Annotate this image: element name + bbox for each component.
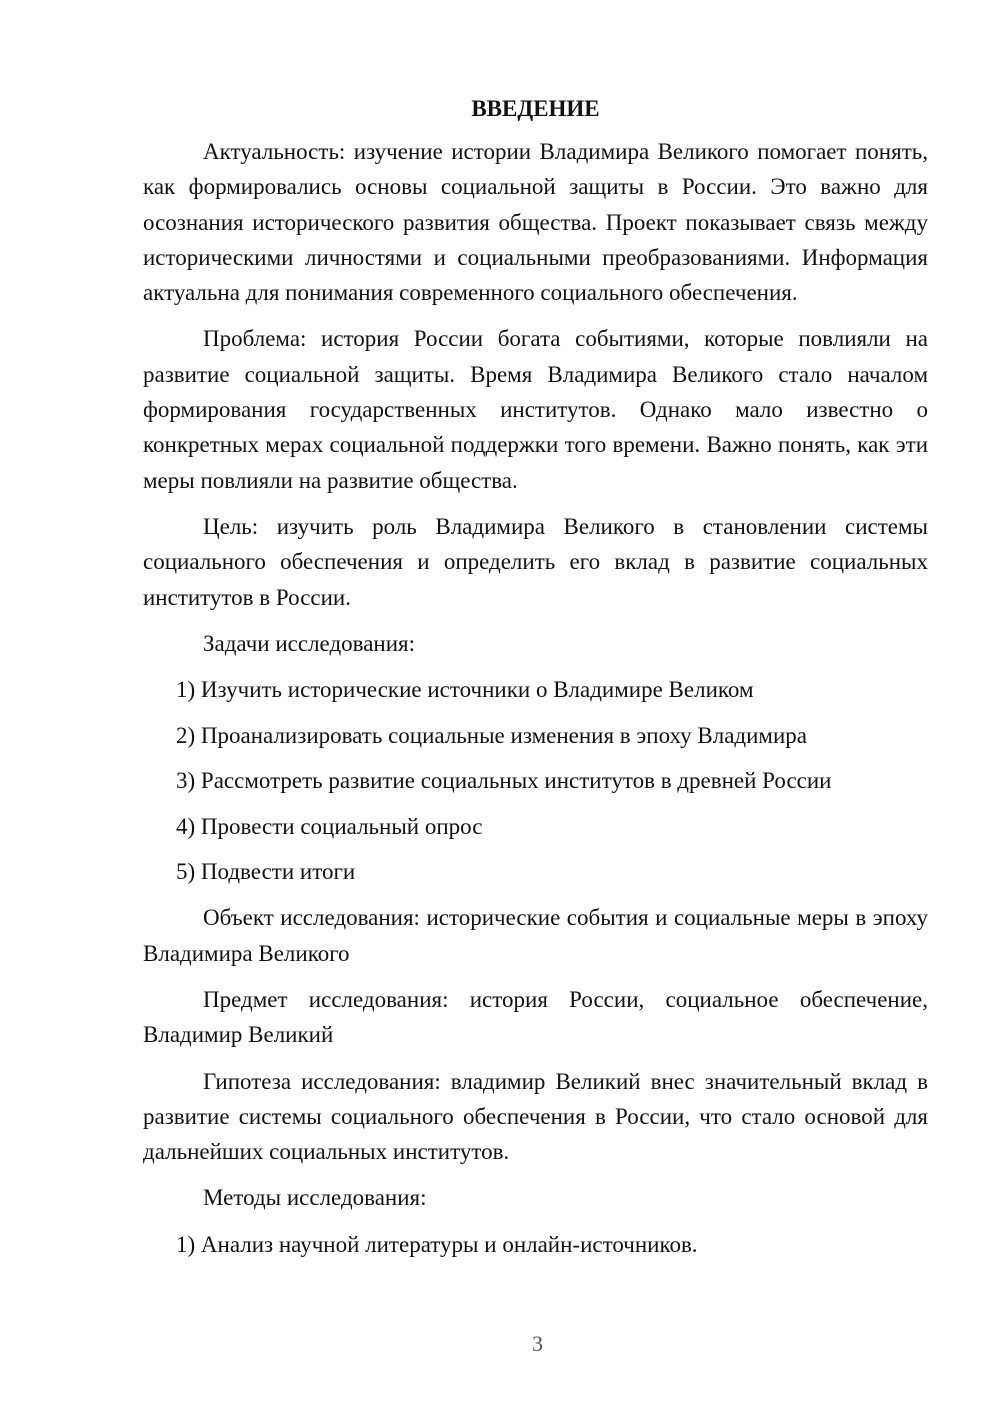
list-item: 3) Рассмотреть развитие социальных институтов в древней России <box>176 768 832 794</box>
methods-list <box>143 1227 928 1262</box>
problem-paragraph: Проблема: история России богата событиями, которые повлияли на развитие социальной защиты. Время Владимира Великого стало началом формирования государственных институтов. Однако мало известно о конкретных мерах социальной поддержки того времени. Важно понять, как эти меры повлияли на развитие общества. <box>143 326 928 493</box>
list-item: 4) Провести социальный опрос <box>176 813 483 839</box>
page-number: 3 <box>532 1331 543 1356</box>
tasks-list <box>143 672 928 889</box>
goal-paragraph: Цель: изучить роль Владимира Великого в становлении системы социального обеспечения и определить его вклад в развитие социальных институтов в России. <box>143 513 928 610</box>
list-item: 1) Анализ научной литературы и онлайн-источников. <box>176 1231 698 1257</box>
subject-paragraph: Предмет исследования: история России, социальное обеспечение, Владимир Великий <box>143 986 928 1048</box>
list-item: 5) Подвести итоги <box>176 859 356 885</box>
object-paragraph: Объект исследования: исторические события и социальные меры в эпоху Владимира Великого <box>143 905 928 966</box>
relevance-paragraph: Актуальность: изучение истории Владимира Великого помогает понять, как формировались основы социальной защиты в России. Это важно для осознания исторического развития общества. Проект показывает связь между историческими личностями и социальными преобразованиями. Информация актуальна для понимания современного социального обеспечения. <box>143 139 928 306</box>
document-body <box>143 92 928 1273</box>
list-item: 1) Изучить исторические источники о Владимире Великом <box>176 677 754 703</box>
hypothesis-paragraph: Гипотеза исследования: владимир Великий внес значительный вклад в развитие системы социального обеспечения в России, что стало основой для дальнейших социальных институтов. <box>143 1068 928 1165</box>
tasks-title: Задачи исследования: <box>203 630 416 656</box>
section-heading: ВВЕДЕНИЕ <box>471 96 600 121</box>
list-item: 2) Проанализировать социальные изменения в эпоху Владимира <box>176 722 808 748</box>
methods-title: Методы исследования: <box>203 1185 427 1211</box>
